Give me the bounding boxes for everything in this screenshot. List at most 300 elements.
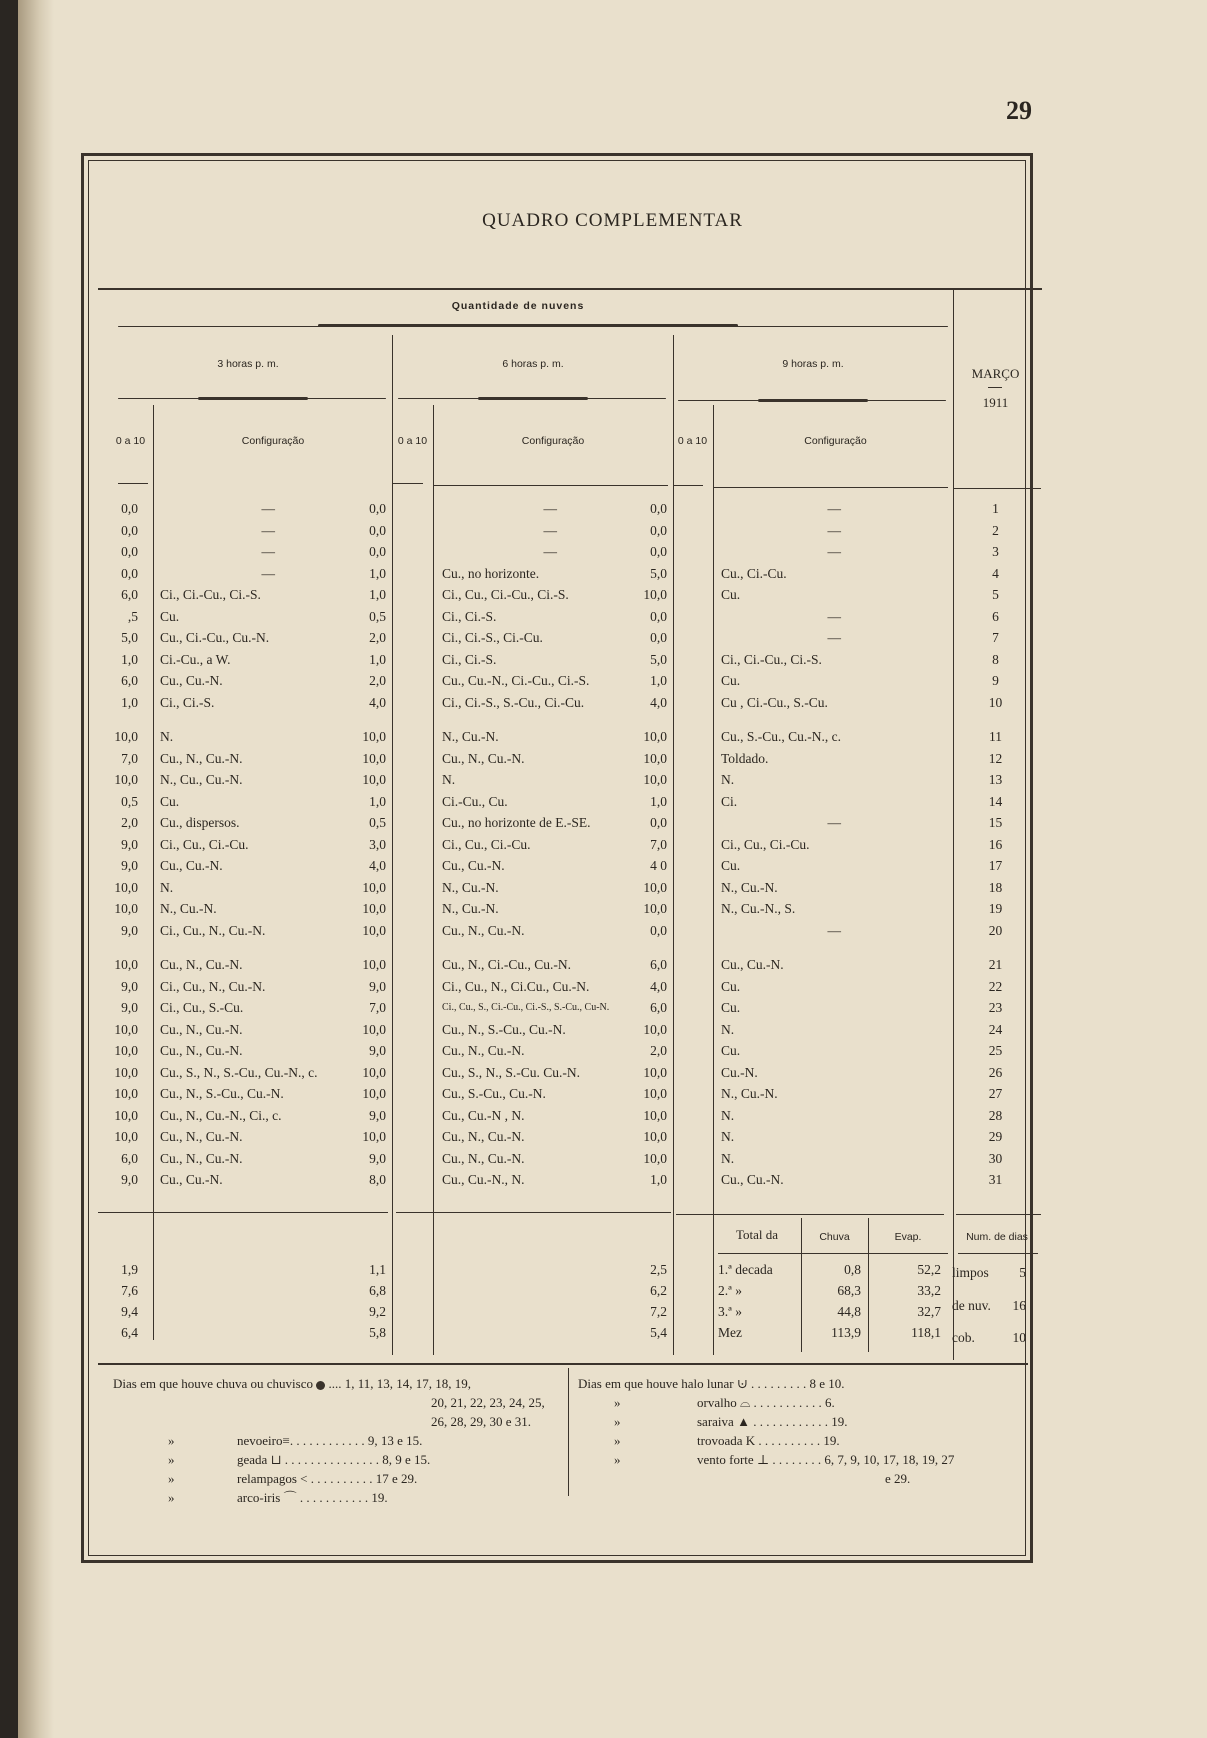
summary-6pm-2: 6,8 — [369, 1283, 386, 1298]
col-config-3: Configuração — [804, 435, 867, 447]
config-3pm-row-3: — — [261, 544, 275, 559]
config-9pm-row-26: Cu.-N. — [721, 1065, 758, 1080]
config-3pm-row-22: Ci., Cu., N., Cu.-N. — [160, 979, 266, 994]
col-config-2: Configuração — [521, 435, 585, 447]
config-3pm-row-28: Cu., N., Cu.-N., Ci., c. — [160, 1108, 282, 1123]
cloud-9pm-row-14: 1,0 — [650, 794, 667, 809]
config-6pm-row-3: — — [543, 544, 557, 559]
cloud-3pm-row-26: 10,0 — [114, 1065, 138, 1080]
cloud-6pm-row-17: 4,0 — [369, 858, 386, 873]
summary-3pm-2: 7,6 — [121, 1283, 138, 1298]
config-9pm-row-28: N. — [721, 1108, 735, 1123]
config-9pm-row-3: — — [827, 544, 841, 559]
col-scale-3: 0 a 10 — [677, 435, 708, 447]
cloud-9pm-row-6: 0,0 — [650, 609, 667, 624]
cloud-9pm-row-5: 10,0 — [643, 587, 667, 602]
config-6pm-row-1: — — [543, 501, 557, 516]
day-row-9: 9 — [992, 673, 999, 688]
month-label: MARÇO — [971, 366, 1020, 381]
year-label: 1911 — [982, 395, 1009, 410]
col-config-1: Configuração — [241, 435, 305, 447]
day-row-21: 21 — [988, 957, 1003, 972]
config-9pm-row-5: Cu. — [721, 587, 741, 602]
day-row-14: 14 — [988, 794, 1003, 809]
config-3pm-row-1: — — [261, 501, 275, 516]
summary-period-3: 3.ª » — [718, 1304, 742, 1319]
day-row-5: 5 — [992, 587, 999, 602]
book-spine — [18, 0, 54, 1738]
cloud-9pm-row-16: 7,0 — [650, 837, 667, 852]
cloud-3pm-row-19: 10,0 — [114, 901, 138, 916]
evap-header: Evap. — [894, 1231, 922, 1243]
month-underline — [953, 488, 1041, 489]
summary-chuva-1: 0,8 — [844, 1262, 861, 1277]
num-dias-header: Num. de dias — [966, 1231, 1028, 1243]
cob-label: cob. — [952, 1330, 975, 1345]
config-9pm-row-16: Ci., Cu., Ci.-Cu. — [721, 837, 810, 852]
cloud-9pm-row-27: 10,0 — [643, 1086, 667, 1101]
summary-evap-2: 33,2 — [917, 1283, 941, 1298]
config-6pm-row-12: Cu., N., Cu.-N. — [442, 751, 525, 766]
config-6pm-row-4: Cu., no horizonte. — [442, 566, 540, 581]
config-6pm-row-22: Ci., Cu., N., Ci.Cu., Cu.-N. — [442, 979, 590, 994]
num-dias-underline — [958, 1253, 1038, 1254]
config-9pm-row-11: Cu., S.-Cu., Cu.-N., c. — [721, 729, 842, 744]
config-6pm-row-26: Cu., S., N., S.-Cu. Cu.-N. — [442, 1065, 581, 1080]
config-9pm-row-4: Cu., Ci.-Cu. — [721, 566, 787, 581]
cloud-9pm-row-28: 10,0 — [643, 1108, 667, 1123]
time-header-9pm: 9 horas p. m. — [782, 358, 844, 370]
day-row-18: 18 — [988, 880, 1003, 895]
scale-underline-2 — [393, 483, 423, 484]
cloud-6pm-row-5: 1,0 — [369, 587, 386, 602]
vline-2 — [392, 335, 393, 1355]
cloud-9pm-row-25: 2,0 — [650, 1043, 667, 1058]
cloud-9pm-row-17: 4 0 — [650, 858, 667, 873]
scale-underline-3 — [673, 485, 703, 486]
day-row-22: 22 — [988, 979, 1003, 994]
summary-rule-3 — [676, 1214, 944, 1215]
page-number: 29 — [1006, 96, 1032, 125]
cloud-6pm-row-30: 9,0 — [369, 1151, 386, 1166]
config-6pm-row-13: N. — [442, 772, 456, 787]
halo-icon: ⊍ — [736, 1376, 748, 1391]
col-scale-1: 0 a 10 — [115, 435, 146, 447]
cloud-3pm-row-18: 10,0 — [114, 880, 138, 895]
summary-3pm-1: 1,9 — [121, 1262, 138, 1277]
config-6pm-row-17: Cu., Cu.-N. — [442, 858, 505, 873]
config-6pm-row-11: N., Cu.-N. — [442, 729, 499, 744]
cloud-3pm-row-11: 10,0 — [114, 729, 138, 744]
notes-rule — [98, 1363, 1028, 1365]
limpos-label: limpos — [952, 1265, 989, 1280]
scale-underline-1 — [118, 483, 148, 484]
cloud-3pm-row-24: 10,0 — [114, 1022, 138, 1037]
note-wind: » vento forte ⊥ . . . . . . . . 6, 7, 9, 10, 17, 18, 19, 27 — [614, 1452, 955, 1467]
vline-1 — [153, 405, 154, 1340]
note-rain-cont-1: 20, 21, 22, 23, 24, 25, — [431, 1395, 545, 1410]
limpos-value: 5 — [1019, 1265, 1026, 1280]
time-header-6pm: 6 horas p. m. — [502, 358, 564, 370]
note-rainbow: » arco-iris ⌒ . . . . . . . . . . . 19. — [168, 1490, 388, 1505]
cloud-3pm-row-16: 9,0 — [121, 837, 138, 852]
cloud-3pm-row-3: 0,0 — [121, 544, 138, 559]
config-9pm-row-1: — — [827, 501, 841, 516]
config-9pm-row-12: Toldado. — [721, 751, 769, 766]
cloud-6pm-row-7: 2,0 — [369, 630, 386, 645]
cloud-3pm-row-14: 0,5 — [121, 794, 138, 809]
cloud-9pm-row-4: 5,0 — [650, 566, 667, 581]
cloud-9pm-row-26: 10,0 — [643, 1065, 667, 1080]
cloud-6pm-row-18: 10,0 — [362, 880, 386, 895]
cloud-3pm-row-5: 6,0 — [121, 587, 138, 602]
day-row-28: 28 — [988, 1108, 1003, 1123]
day-row-27: 27 — [988, 1086, 1003, 1101]
note-thunder: » trovoada K . . . . . . . . . . 19. — [614, 1433, 840, 1448]
nuv-label: de nuv. — [952, 1298, 991, 1313]
config-9pm-row-10: Cu , Ci.-Cu., S.-Cu. — [721, 695, 828, 710]
summary-chuva-2: 68,3 — [837, 1283, 861, 1298]
config-6pm-row-27: Cu., S.-Cu., Cu.-N. — [442, 1086, 546, 1101]
config-3pm-row-12: Cu., N., Cu.-N. — [160, 751, 243, 766]
summary-chuva-4: 113,9 — [831, 1325, 861, 1340]
summary-9pm-1: 2,5 — [650, 1262, 667, 1277]
config-3pm-row-14: Cu. — [160, 794, 180, 809]
note-rain: Dias em que houve chuva ou chuvisco .... 1, 11, 13, 14, 17, 18, 19, — [113, 1376, 472, 1391]
config-3pm-row-8: Ci.-Cu., a W. — [160, 652, 231, 667]
cloud-3pm-row-25: 10,0 — [114, 1043, 138, 1058]
config-6pm-row-21: Cu., N., Ci.-Cu., Cu.-N. — [442, 957, 572, 972]
nuv-value: 16 — [1012, 1298, 1026, 1313]
note-dew: » orvalho ⌓ . . . . . . . . . . . 6. — [614, 1395, 835, 1410]
cloud-6pm-row-1: 0,0 — [369, 501, 386, 516]
summary-evap-4: 118,1 — [911, 1325, 941, 1340]
config-3pm-row-26: Cu., S., N., S.-Cu., Cu.-N., c. — [160, 1065, 318, 1080]
summary-rule-1 — [98, 1212, 388, 1213]
day-row-25: 25 — [988, 1043, 1003, 1058]
cloud-6pm-row-31: 8,0 — [369, 1172, 386, 1187]
vline-6 — [953, 290, 954, 1360]
summary-rule-2 — [396, 1212, 671, 1213]
cloud-3pm-row-8: 1,0 — [121, 652, 138, 667]
config-6pm-row-25: Cu., N., Cu.-N. — [442, 1043, 525, 1058]
time-rule-1-thick — [198, 397, 308, 400]
summary-9pm-2: 6,2 — [650, 1283, 667, 1298]
total-da-header: Total da — [735, 1227, 779, 1242]
cloud-6pm-row-11: 10,0 — [362, 729, 386, 744]
summary-6pm-3: 9,2 — [369, 1304, 386, 1319]
config-3pm-row-7: Cu., Ci.-Cu., Cu.-N. — [160, 630, 270, 645]
config-9pm-row-29: N. — [721, 1129, 735, 1144]
cloud-3pm-row-1: 0,0 — [121, 501, 138, 516]
cloud-6pm-row-23: 7,0 — [369, 1000, 386, 1015]
day-row-16: 16 — [988, 837, 1003, 852]
cloud-3pm-row-4: 0,0 — [121, 566, 138, 581]
config-6pm-row-30: Cu., N., Cu.-N. — [442, 1151, 525, 1166]
summary-chuva-3: 44,8 — [837, 1304, 861, 1319]
cloud-6pm-row-14: 1,0 — [369, 794, 386, 809]
cloud-6pm-row-9: 2,0 — [369, 673, 386, 688]
config-6pm-row-23: Ci., Cu., S., Ci.-Cu., Ci.-S., S.-Cu., Cu-N. — [442, 1002, 610, 1013]
config-3pm-row-13: N., Cu., Cu.-N. — [160, 772, 243, 787]
cloud-9pm-row-23: 6,0 — [650, 1000, 667, 1015]
cloud-9pm-row-29: 10,0 — [643, 1129, 667, 1144]
frost-icon: ⊔ — [270, 1452, 282, 1467]
config-3pm-row-10: Ci., Ci.-S. — [160, 695, 215, 710]
config-3pm-row-16: Ci., Cu., Ci.-Cu. — [160, 837, 249, 852]
cloud-6pm-row-24: 10,0 — [362, 1022, 386, 1037]
config-6pm-row-24: Cu., N., S.-Cu., Cu.-N. — [442, 1022, 566, 1037]
day-row-6: 6 — [992, 609, 999, 624]
day-row-10: 10 — [988, 695, 1003, 710]
cloud-9pm-row-20: 0,0 — [650, 923, 667, 938]
cloud-9pm-row-2: 0,0 — [650, 523, 667, 538]
config-6pm-row-28: Cu., Cu.-N , N. — [442, 1108, 525, 1123]
note-halo: Dias em que houve halo lunar ⊍ . . . . . . . . . 8 e 10. — [578, 1376, 845, 1391]
summary-9pm-4: 5,4 — [650, 1325, 667, 1340]
notes-divider — [568, 1368, 569, 1496]
config-9pm-row-18: N., Cu.-N. — [721, 880, 778, 895]
config-6pm-row-19: N., Cu.-N. — [442, 901, 499, 916]
wind-icon: ⊥ — [756, 1452, 770, 1467]
config-9pm-row-27: N., Cu.-N. — [721, 1086, 778, 1101]
summary-evap-1: 52,2 — [917, 1262, 941, 1277]
cloud-9pm-row-8: 5,0 — [650, 652, 667, 667]
config-3pm-row-29: Cu., N., Cu.-N. — [160, 1129, 243, 1144]
config-9pm-row-31: Cu., Cu.-N. — [721, 1172, 784, 1187]
cloud-3pm-row-13: 10,0 — [114, 772, 138, 787]
config-6pm-row-8: Ci., Ci.-S. — [442, 652, 497, 667]
config-6pm-row-9: Cu., Cu.-N., Ci.-Cu., Ci.-S. — [442, 673, 590, 688]
config-9pm-row-23: Cu. — [721, 1000, 741, 1015]
cloud-9pm-row-19: 10,0 — [643, 901, 667, 916]
cloud-9pm-row-7: 0,0 — [650, 630, 667, 645]
config-9pm-row-13: N. — [721, 772, 735, 787]
config-3pm-row-19: N., Cu.-N. — [160, 901, 217, 916]
config-6pm-row-29: Cu., N., Cu.-N. — [442, 1129, 525, 1144]
note-lightning: » relampagos < . . . . . . . . . . 17 e 29. — [168, 1471, 418, 1486]
config-underline-2 — [433, 485, 668, 486]
fog-icon: ≡ — [282, 1433, 290, 1448]
summary-period-2: 2.ª » — [718, 1283, 742, 1298]
cloud-3pm-row-2: 0,0 — [121, 523, 138, 538]
cloud-9pm-row-31: 1,0 — [650, 1172, 667, 1187]
config-3pm-row-24: Cu., N., Cu.-N. — [160, 1022, 243, 1037]
month-rule — [988, 387, 1002, 388]
col-scale-2: 0 a 10 — [397, 435, 428, 447]
total-underline — [718, 1253, 948, 1254]
summary-6pm-1: 1,1 — [369, 1262, 386, 1277]
day-row-24: 24 — [988, 1022, 1003, 1037]
cloud-3pm-row-29: 10,0 — [114, 1129, 138, 1144]
note-rain-cont-2: 26, 28, 29, 30 e 31. — [431, 1414, 532, 1429]
day-row-29: 29 — [988, 1129, 1003, 1144]
config-9pm-row-30: N. — [721, 1151, 735, 1166]
cloud-6pm-row-15: 0,5 — [369, 815, 386, 830]
cloud-9pm-row-9: 1,0 — [650, 673, 667, 688]
time-rule-3-thick — [758, 399, 868, 402]
config-6pm-row-6: Ci., Ci.-S. — [442, 609, 497, 624]
cloud-6pm-row-8: 1,0 — [369, 652, 386, 667]
cloud-9pm-row-3: 0,0 — [650, 544, 667, 559]
note-hail: » saraiva ▲ . . . . . . . . . . . . 19. — [614, 1414, 848, 1429]
summary-9pm-3: 7,2 — [650, 1304, 667, 1319]
config-6pm-row-16: Ci., Cu., Ci.-Cu. — [442, 837, 531, 852]
config-6pm-row-2: — — [543, 523, 557, 538]
config-9pm-row-19: N., Cu.-N., S. — [721, 901, 796, 916]
day-row-8: 8 — [992, 652, 999, 667]
day-row-30: 30 — [988, 1151, 1003, 1166]
cloud-6pm-row-28: 9,0 — [369, 1108, 386, 1123]
cloud-6pm-row-13: 10,0 — [362, 772, 386, 787]
config-3pm-row-2: — — [261, 523, 275, 538]
config-3pm-row-31: Cu., Cu.-N. — [160, 1172, 223, 1187]
day-row-26: 26 — [988, 1065, 1003, 1080]
page — [18, 0, 1207, 1738]
config-6pm-row-10: Ci., Ci.-S., S.-Cu., Ci.-Cu. — [442, 695, 585, 710]
day-row-11: 11 — [989, 729, 1002, 744]
rainbow-icon: ⌒ — [283, 1490, 297, 1505]
cloud-3pm-row-21: 10,0 — [114, 957, 138, 972]
cloud-9pm-row-22: 4,0 — [650, 979, 667, 994]
config-9pm-row-21: Cu., Cu.-N. — [721, 957, 784, 972]
day-row-23: 23 — [988, 1000, 1003, 1015]
cob-value: 10 — [1012, 1330, 1026, 1345]
dew-icon: ⌓ — [739, 1395, 751, 1410]
config-3pm-row-25: Cu., N., Cu.-N. — [160, 1043, 243, 1058]
cloud-6pm-row-16: 3,0 — [369, 837, 386, 852]
day-row-3: 3 — [992, 544, 999, 559]
config-6pm-row-20: Cu., N., Cu.-N. — [442, 923, 525, 938]
cloud-9pm-row-30: 10,0 — [643, 1151, 667, 1166]
config-9pm-row-20: — — [827, 923, 841, 938]
config-6pm-row-15: Cu., no horizonte de E.-SE. — [442, 815, 591, 830]
cloud-3pm-row-17: 9,0 — [121, 858, 138, 873]
cloud-9pm-row-12: 10,0 — [643, 751, 667, 766]
config-3pm-row-23: Ci., Cu., S.-Cu. — [160, 1000, 244, 1015]
config-3pm-row-11: N. — [160, 729, 174, 744]
cloud-6pm-row-27: 10,0 — [362, 1086, 386, 1101]
cloud-3pm-row-28: 10,0 — [114, 1108, 138, 1123]
note-wind-cont: e 29. — [885, 1471, 911, 1486]
group-header: Quantidade de nuvens — [451, 300, 585, 312]
cloud-6pm-row-22: 9,0 — [369, 979, 386, 994]
config-3pm-row-15: Cu., dispersos. — [160, 815, 240, 830]
cloud-9pm-row-10: 4,0 — [650, 695, 667, 710]
config-9pm-row-17: Cu. — [721, 858, 741, 873]
cloud-6pm-row-20: 10,0 — [362, 923, 386, 938]
summary-6pm-4: 5,8 — [369, 1325, 386, 1340]
cloud-3pm-row-31: 9,0 — [121, 1172, 138, 1187]
config-6pm-row-5: Ci., Cu., Ci.-Cu., Ci.-S. — [442, 587, 569, 602]
cloud-3pm-row-6: ,5 — [127, 609, 138, 624]
summary-3pm-4: 6,4 — [121, 1325, 138, 1340]
day-row-1: 1 — [992, 501, 999, 516]
cloud-3pm-row-10: 1,0 — [121, 695, 138, 710]
chuva-header: Chuva — [819, 1231, 850, 1243]
config-3pm-row-5: Ci., Ci.-Cu., Ci.-S. — [160, 587, 261, 602]
cloud-6pm-row-3: 0,0 — [369, 544, 386, 559]
config-3pm-row-17: Cu., Cu.-N. — [160, 858, 223, 873]
cloud-9pm-row-15: 0,0 — [650, 815, 667, 830]
cloud-3pm-row-9: 6,0 — [121, 673, 138, 688]
cloud-3pm-row-27: 10,0 — [114, 1086, 138, 1101]
lightning-icon: < — [300, 1471, 308, 1486]
rain-icon — [316, 1381, 325, 1390]
day-row-12: 12 — [988, 751, 1003, 766]
header-rule — [98, 288, 1042, 290]
cloud-9pm-row-1: 0,0 — [650, 501, 667, 516]
time-header-3pm: 3 horas p. m. — [217, 358, 279, 370]
vline-5 — [713, 405, 714, 1355]
cloud-3pm-row-12: 7,0 — [121, 751, 138, 766]
config-3pm-row-4: — — [261, 566, 275, 581]
config-9pm-row-9: Cu. — [721, 673, 741, 688]
cloud-6pm-row-12: 10,0 — [362, 751, 386, 766]
day-row-7: 7 — [992, 630, 999, 645]
cloud-3pm-row-15: 2,0 — [121, 815, 138, 830]
config-3pm-row-9: Cu., Cu.-N. — [160, 673, 223, 688]
cloud-6pm-row-4: 1,0 — [369, 566, 386, 581]
config-3pm-row-30: Cu., N., Cu.-N. — [160, 1151, 243, 1166]
day-row-4: 4 — [992, 566, 999, 581]
note-frost: » geada ⊔ . . . . . . . . . . . . . . . 8, 9 e 15. — [168, 1452, 431, 1467]
config-6pm-row-31: Cu., Cu.-N., N. — [442, 1172, 525, 1187]
cloud-3pm-row-30: 6,0 — [121, 1151, 138, 1166]
cloud-9pm-row-24: 10,0 — [643, 1022, 667, 1037]
config-9pm-row-8: Ci., Ci.-Cu., Ci.-S. — [721, 652, 822, 667]
cloud-6pm-row-10: 4,0 — [369, 695, 386, 710]
config-3pm-row-20: Ci., Cu., N., Cu.-N. — [160, 923, 266, 938]
config-9pm-row-15: — — [827, 815, 841, 830]
cloud-3pm-row-23: 9,0 — [121, 1000, 138, 1015]
day-row-13: 13 — [988, 772, 1003, 787]
cloud-6pm-row-19: 10,0 — [362, 901, 386, 916]
day-row-15: 15 — [988, 815, 1003, 830]
note-fog: » nevoeiro≡. . . . . . . . . . . . 9, 13 e 15. — [168, 1433, 423, 1448]
config-9pm-row-24: N. — [721, 1022, 735, 1037]
config-underline-3 — [713, 487, 948, 488]
config-3pm-row-6: Cu. — [160, 609, 180, 624]
group-rule-thick — [318, 324, 738, 327]
day-row-2: 2 — [992, 523, 999, 538]
cloud-9pm-row-11: 10,0 — [643, 729, 667, 744]
config-9pm-row-14: Ci. — [721, 794, 738, 809]
vline-4 — [673, 335, 674, 1355]
day-row-19: 19 — [988, 901, 1003, 916]
cloud-6pm-row-26: 10,0 — [362, 1065, 386, 1080]
cloud-6pm-row-2: 0,0 — [369, 523, 386, 538]
thunder-icon: K — [745, 1433, 756, 1448]
config-3pm-row-27: Cu., N., S.-Cu., Cu.-N. — [160, 1086, 284, 1101]
day-row-31: 31 — [988, 1172, 1003, 1187]
cloud-3pm-row-22: 9,0 — [121, 979, 138, 994]
time-rule-2-thick — [478, 397, 588, 400]
table-title: QUADRO COMPLEMENTAR — [482, 210, 743, 231]
summary-period-4: Mez — [718, 1325, 742, 1340]
cloud-3pm-row-7: 5,0 — [121, 630, 138, 645]
cloud-9pm-row-18: 10,0 — [643, 880, 667, 895]
cloud-3pm-row-20: 9,0 — [121, 923, 138, 938]
config-9pm-row-22: Cu. — [721, 979, 741, 994]
config-6pm-row-14: Ci.-Cu., Cu. — [442, 794, 508, 809]
day-row-17: 17 — [988, 858, 1003, 873]
cloud-9pm-row-13: 10,0 — [643, 772, 667, 787]
summary-period-1: 1.ª decada — [718, 1262, 773, 1277]
summary-3pm-3: 9,4 — [121, 1304, 138, 1319]
config-3pm-row-18: N. — [160, 880, 174, 895]
cloud-6pm-row-25: 9,0 — [369, 1043, 386, 1058]
